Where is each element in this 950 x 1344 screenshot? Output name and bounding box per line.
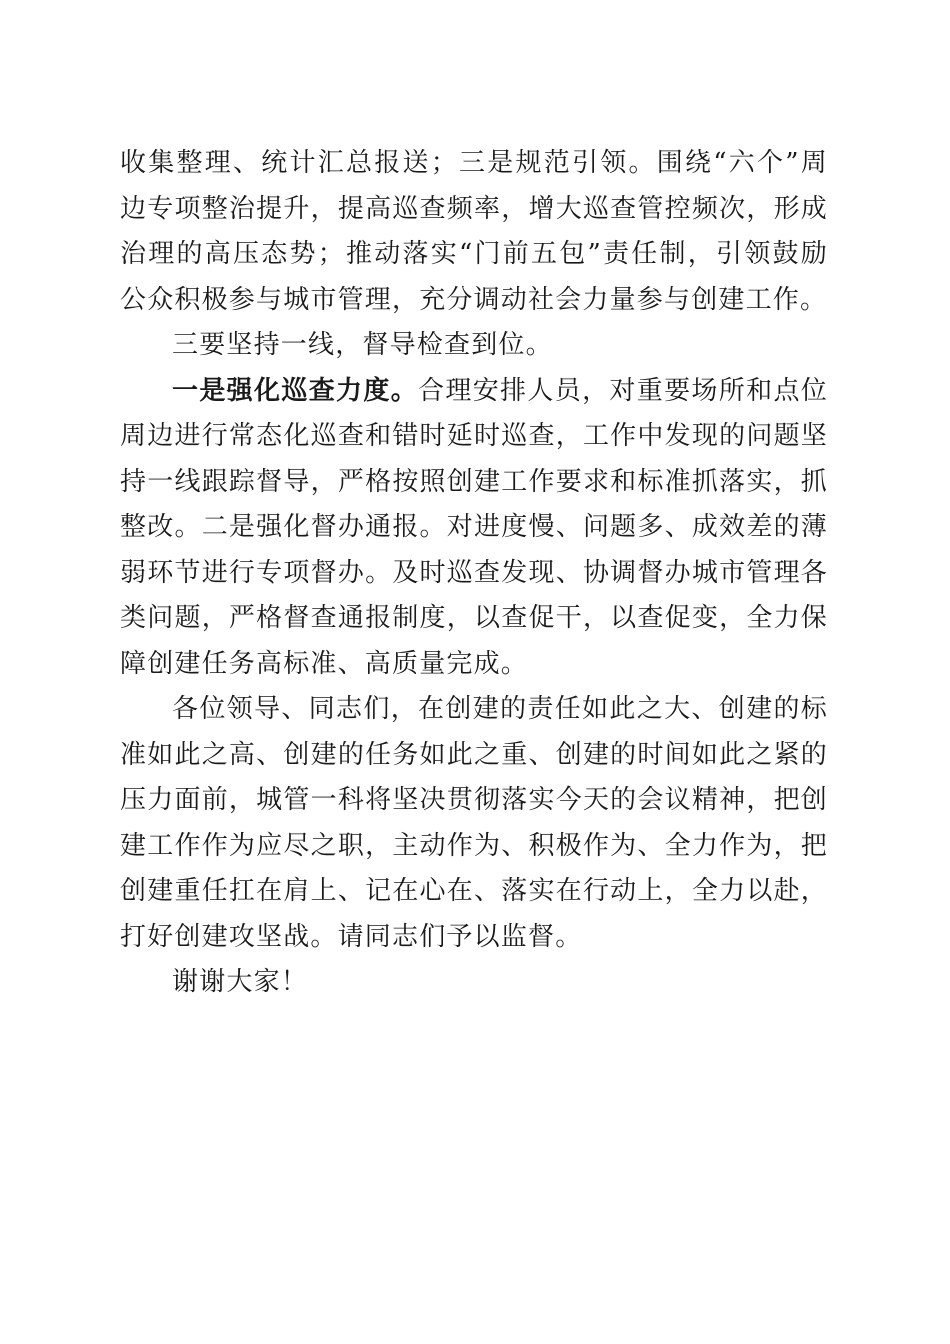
paragraph-bold-lead: 一是强化巡查力度。	[172, 375, 419, 406]
paragraph-continuation: 收集整理、统计汇总报送；三是规范引领。围绕“六个”周边专项整治提升，提高巡查频率，增大巡查管控频次，形成治理的高压态势；推动落实“门前五包”责任制，引领鼓励公众积极参与城市管理，充分调动社会力量参与创建工作。	[120, 148, 828, 315]
paragraph-thanks: 谢谢大家！	[172, 967, 309, 997]
paragraph-inspection	[120, 369, 828, 688]
document-body	[120, 141, 828, 1006]
paragraph-section-heading: 三要坚持一线，督导检查到位。	[172, 330, 553, 360]
paragraph-inspection-text: 合理安排人员，对重要场所和点位周边进行常态化巡查和错时延时巡查，工作中发现的问题坚持一线跟踪督导，严格按照创建工作要求和标准抓落实，抓整改。二是强化督办通报。对进度慢、问题多、成效差的薄弱环节进行专项督办。及时巡查发现、协调督办城市管理各类问题，严格督查通报制度，以查促干，以查促变，全力保障创建任务高标准、高质量完成。	[120, 375, 828, 679]
paragraph-closing-remarks: 各位领导、同志们，在创建的责任如此之大、创建的标准如此之高、创建的任务如此之重、创建的时间如此之紧的压力面前，城管一科将坚决贯彻落实今天的会议精神，把创建工作作为应尽之职，主动作为、积极作为、全力作为，把创建重任扛在肩上、记在心在、落实在行动上，全力以赴，打好创建攻坚战。请同志们予以监督。	[120, 694, 828, 952]
